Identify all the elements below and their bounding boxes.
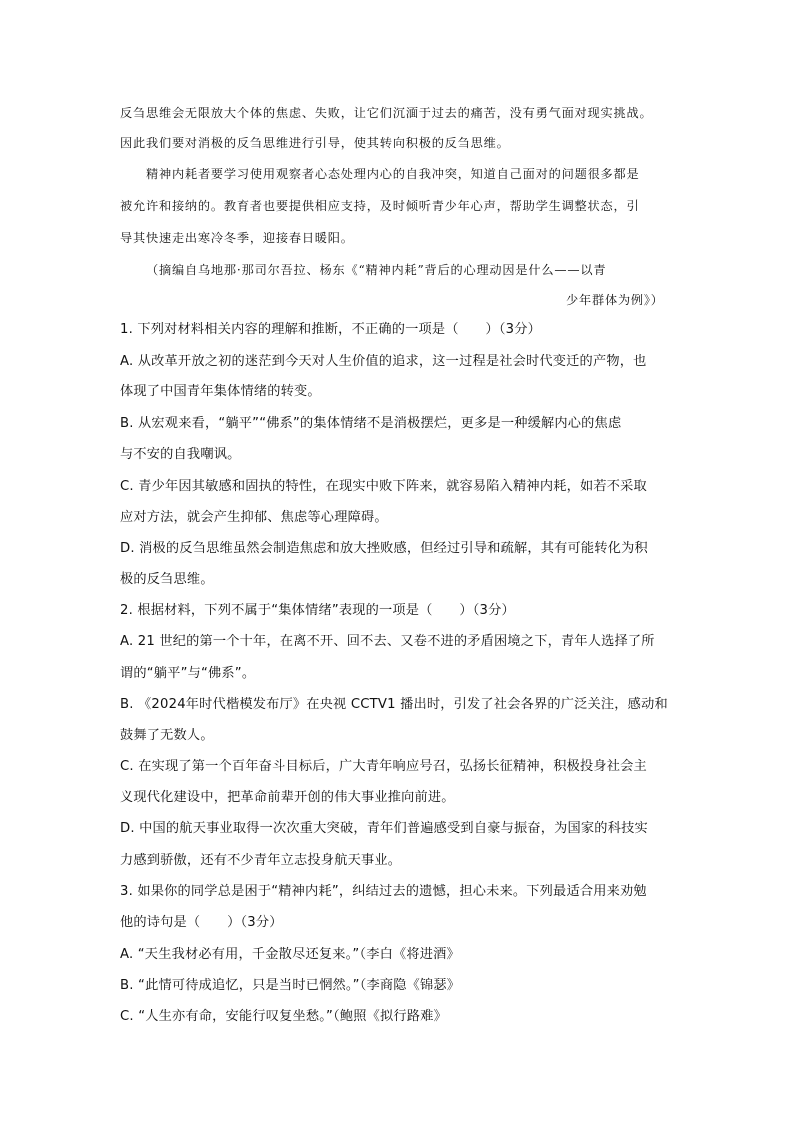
passage-text: 反刍思维会无限放大个体的焦虑、失败，让它们沉湎于过去的痛苦，没有勇气面对现实挑战。 [120, 106, 653, 120]
answer-option: 义现代化建设中，把革命前辈开创的伟大事业推向前进。 [120, 790, 455, 805]
answer-option: B. 从宏观来看，“躺平”“佛系”的集体情绪不是消极摆烂，更多是一种缓解内心的焦虑 [120, 416, 622, 431]
answer-option: 谓的“躺平”与“佛系”。 [120, 666, 256, 681]
question-stem: 1. 下列对材料相关内容的理解和推断，不正确的一项是（ ）（3分） [120, 322, 541, 337]
answer-option: D. 中国的航天事业取得一次次重大突破，青年们普遍感受到自豪与振奋，为国家的科技实 [120, 821, 648, 836]
answer-option: C. 青少年因其敏感和固执的特性，在现实中败下阵来，就容易陷入精神内耗，如若不采取 [120, 479, 647, 494]
answer-option: 应对方法，就会产生抑郁、焦虑等心理障碍。 [120, 510, 388, 525]
answer-option: 力感到骄傲，还有不少青年立志投身航天事业。 [120, 853, 402, 868]
answer-option: C. 在实现了第一个百年奋斗目标后，广大青年响应号召，弘扬长征精神，积极投身社会主 [120, 759, 647, 774]
question-stem: 他的诗句是（ ）（3分） [120, 915, 283, 930]
answer-option: A. “天生我材必有用，千金散尽还复来。”（李白《将进酒》 [120, 947, 460, 962]
passage-text: 被允许和接纳的。教育者也要提供相应支持，及时倾听青少年心声，帮助学生调整状态，引 [120, 199, 640, 213]
passage-source: 少年群体为例》） [566, 293, 664, 307]
question-stem: 3. 如果你的同学总是困于“精神内耗”，纠结过去的遗憾，担心未来。下列最适合用来劝勉 [120, 884, 647, 899]
passage-text: 导其快速走出寒冷冬季，迎接春日暖阳。 [120, 231, 354, 245]
answer-option: B. 《2024年时代楷模发布厅》在央视 CCTV1 播出时，引发了社会各界的广泛关注，感动和 [120, 697, 668, 712]
question-stem: 2. 根据材料，下列不属于“集体情绪”表现的一项是（ ）（3分） [120, 603, 515, 618]
answer-option: D. 消极的反刍思维虽然会制造焦虑和放大挫败感，但经过引导和疏解，其有可能转化为积 [120, 541, 648, 556]
answer-option: 体现了中国青年集体情绪的转变。 [120, 384, 321, 399]
answer-option: A. 从改革开放之初的迷茫到今天对人生价值的追求，这一过程是社会时代变迁的产物，也 [120, 354, 647, 369]
answer-option: C. “人生亦有命，安能行叹复坐愁。”（鲍照《拟行路难》 [120, 1009, 447, 1024]
answer-option: 与不安的自我嘲讽。 [120, 447, 241, 462]
answer-option: 极的反刍思维。 [120, 572, 214, 587]
passage-source: （摘编自乌地那·那司尔吾拉、杨东《“精神内耗”背后的心理动因是什么——以青 [146, 263, 607, 277]
answer-option: B. “此情可待成追忆，只是当时已惘然。”（李商隐《锦瑟》 [120, 978, 461, 993]
passage-text: 精神内耗者要学习使用观察者心态处理内心的自我冲突，知道自己面对的问题很多都是 [146, 167, 640, 181]
passage-text: 因此我们要对消极的反刍思维进行引导，使其转向积极的反刍思维。 [120, 136, 510, 150]
answer-option: A. 21 世纪的第一个十年，在离不开、回不去、又卷不进的矛盾困境之下，青年人选择了所 [120, 634, 655, 649]
answer-option: 鼓舞了无数人。 [120, 728, 214, 743]
